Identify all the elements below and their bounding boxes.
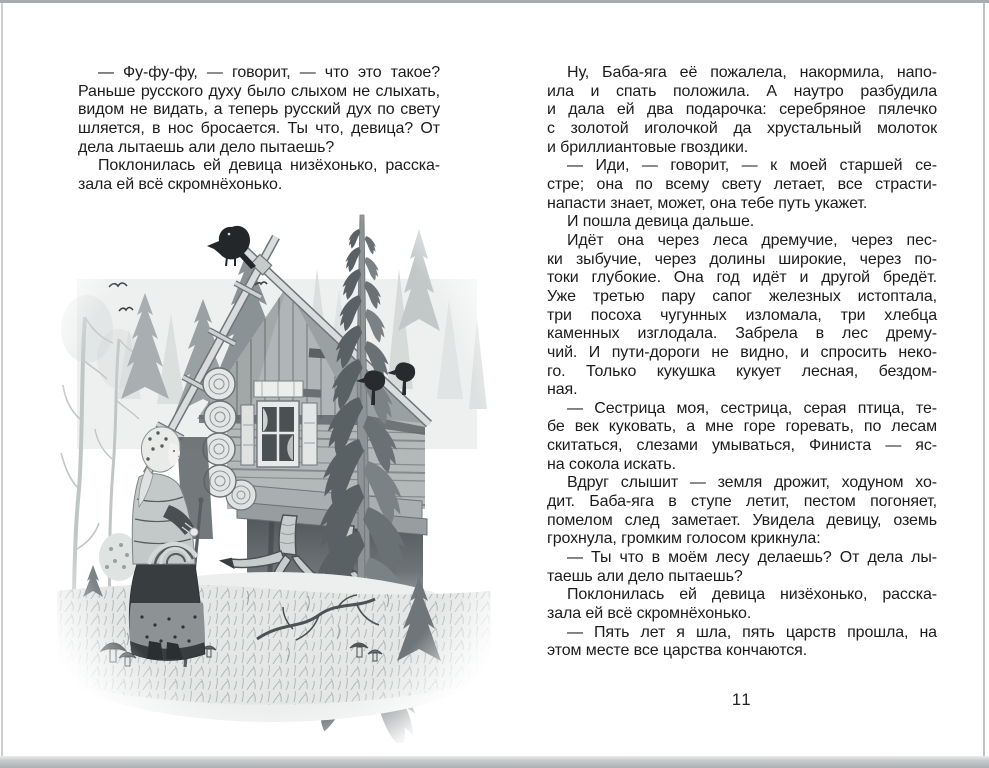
- paragraph: [547, 624, 937, 661]
- text-line: стре; она по всему свету летает, все страсти-: [547, 175, 937, 193]
- text-line: — Фу-фу-фу, — говорит, — что это такое?: [98, 64, 440, 81]
- text-line: этом месте все царства кончаются.: [547, 642, 808, 660]
- paragraph: [547, 157, 937, 213]
- paragraph: [547, 213, 937, 232]
- paragraph: [547, 474, 937, 549]
- paragraph: [78, 157, 440, 194]
- paragraph: [547, 232, 937, 400]
- text-line: Поклонилась ей девица низёхонько, расска-: [567, 586, 937, 604]
- page-number: 11: [731, 691, 753, 709]
- text-line: дит. Баба-яга в ступе летит, пестом погоняет,: [547, 493, 937, 511]
- text-line: Ну, Баба-яга её пожалела, накормила, напо-: [567, 64, 937, 81]
- text-line: напасти знает, может, она тебе путь укажет.: [547, 194, 868, 212]
- paragraph: [547, 549, 937, 586]
- text-line: — Иди, — говорит, — к моей старшей се-: [567, 157, 937, 175]
- paragraph: [547, 586, 937, 623]
- text-line: зала ей всё скромнёхонько.: [547, 605, 752, 623]
- text-line: дела лытаешь али дело пытаешь?: [78, 138, 335, 156]
- paragraph: [78, 64, 440, 157]
- text-line: и дала ей два подарочка: серебряное пялечко: [547, 101, 937, 119]
- text-line: каменных изглодала. Забрела в лес дрему-: [547, 325, 937, 343]
- text-line: скитаться, слезами умываться, Финиста — яс-: [547, 437, 937, 455]
- text-line: и бриллиантовые гвоздики.: [547, 138, 749, 156]
- text-line: на сокола искать.: [547, 455, 676, 473]
- book-illustration: [57, 209, 491, 743]
- text-line: И пошла девица дальше.: [567, 213, 755, 231]
- text-line: го. Только кукушка кукует лесная, бездом-: [547, 362, 937, 380]
- text-line: чий. И пути-дороги не видно, и спросить неко-: [547, 343, 937, 361]
- right-page-text: [547, 64, 937, 661]
- text-line: Поклонилась ей девица низёхонько, расска-: [98, 157, 440, 175]
- text-line: бе век куковать, а мне горе горевать, по лесам: [547, 418, 937, 436]
- text-line: токи глубокие. Она год идёт и другой бредёт.: [547, 269, 937, 287]
- scan-edge-top: [0, 0, 989, 3]
- vignette: [57, 209, 491, 743]
- text-line: — Сестрица моя, сестрица, серая птица, те-: [567, 399, 937, 417]
- text-line: видом не видать, а теперь русский дух по свету: [78, 101, 440, 119]
- text-line: ила и спать положила. А наутро разбудила: [547, 82, 937, 100]
- text-line: шляется, в нос бросается. Ты что, девица? От: [78, 119, 440, 137]
- text-line: с золотой иголочкой да хрустальный молоток: [547, 119, 937, 137]
- paragraph: [547, 64, 937, 157]
- text-line: три посоха чугунных изломала, три хлебца: [547, 306, 937, 324]
- text-line: ная.: [547, 381, 578, 399]
- text-line: ки зыбучие, через долины широкие, через по-: [547, 250, 937, 268]
- scan-edge-right: [983, 3, 985, 756]
- text-line: Раньше русского духу было слыхом не слыхать,: [78, 82, 440, 100]
- text-line: — Ты что в моём лесу делаешь? От дела лы-: [567, 549, 937, 567]
- text-line: зала ей всё скромнёхонько.: [78, 175, 283, 193]
- left-page-text: [78, 64, 440, 195]
- text-line: Уже третью пару сапог железных истоптала,: [547, 287, 937, 305]
- scan-edge-bottom: [0, 756, 989, 768]
- hut-on-chicken-legs-illustration: [57, 209, 491, 743]
- text-line: помелом след заметает. Увидела девицу, оземь: [547, 511, 937, 529]
- text-line: Вдруг слышит — земля дрожит, ходуном хо-: [567, 474, 937, 492]
- paragraph: [547, 400, 937, 475]
- text-line: грохнула, громким голосом крикнула:: [547, 530, 821, 548]
- text-line: таешь али дело пытаешь?: [547, 567, 743, 585]
- text-line: — Пять лет я шла, пять царств прошла, на: [567, 623, 937, 641]
- scan-edge-left: [1, 3, 3, 756]
- text-line: Идёт она через леса дремучие, через пес-: [567, 231, 937, 249]
